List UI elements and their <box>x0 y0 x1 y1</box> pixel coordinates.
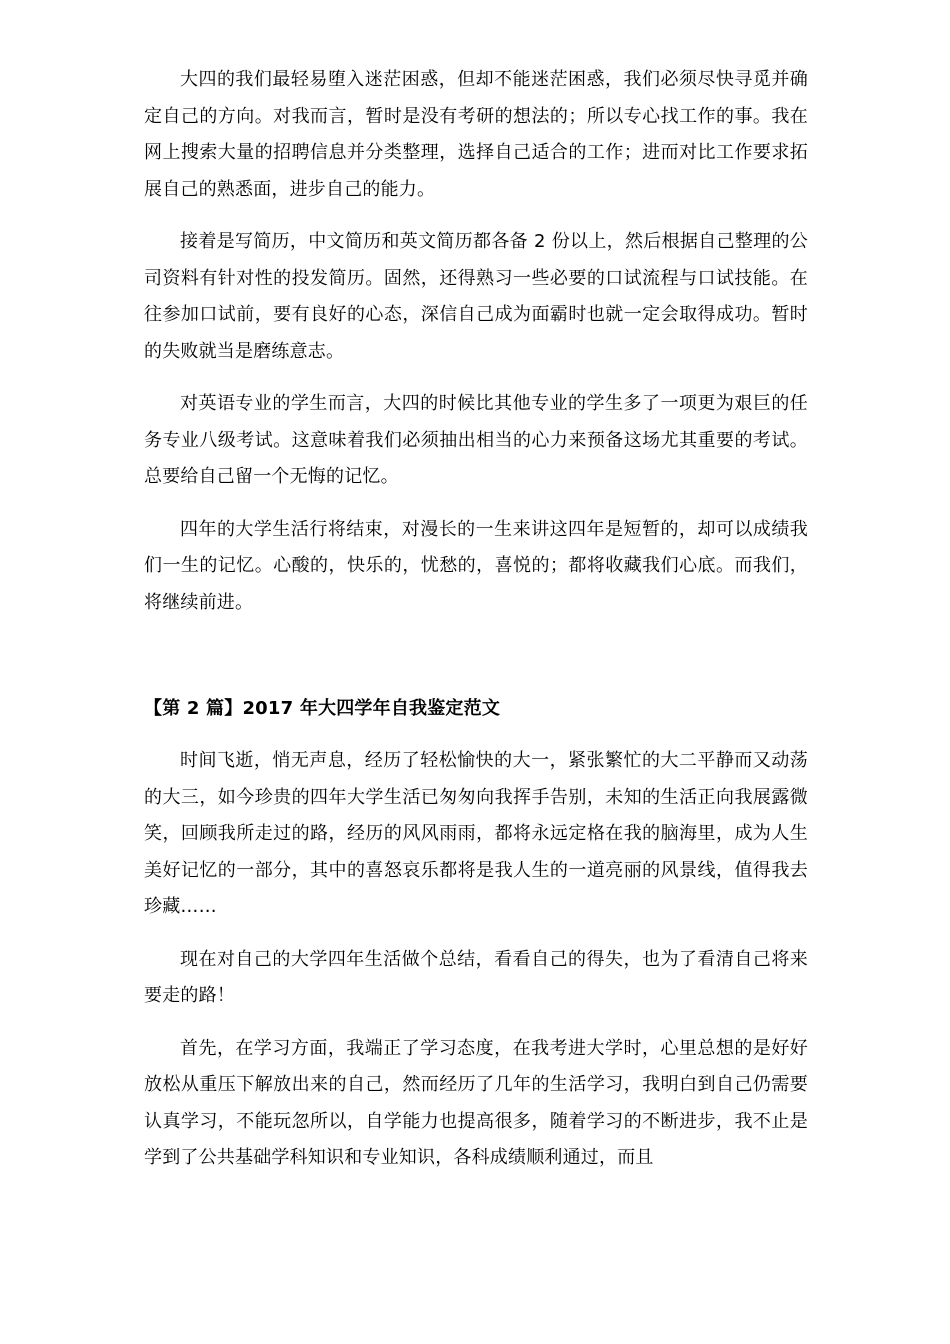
document-page <box>144 62 808 1177</box>
paragraph: 四年的大学生活行将结束，对漫长的一生来讲这四年是短暂的，却可以成绩我们一生的记忆。心酸的，快乐的，忧愁的，喜悦的；都将收藏我们心底。而我们，将继续前进。 <box>144 518 808 613</box>
section-heading: 【第 2 篇】2017 年大四学年自我鉴定范文 <box>144 698 501 719</box>
paragraph: 大四的我们最轻易堕入迷茫困惑，但却不能迷茫困惑，我们必须尽快寻觅并确定自己的方向。对我而言，暂时是没有考研的想法的；所以专心找工作的事。我在网上搜索大量的招聘信息并分类整理，选择自己适合的工作；进而对比工作要求拓展自己的熟悉面，进步自己的能力。 <box>144 69 808 200</box>
paragraph-gap <box>144 1015 808 1031</box>
paragraph: 时间飞逝，悄无声息，经历了轻松愉快的大一，紧张繁忙的大二平静而又动荡的大三，如今珍贵的四年大学生活已匆匆向我挥手告别，未知的生活正向我展露微笑，回顾我所走过的路，经历的风风雨雨，都将永远定格在我的脑海里，成为人生美好记忆的一部分，其中的喜怒哀乐都将是我人生的一道亮丽的风景线，值得我去珍藏…… <box>144 750 808 917</box>
paragraph-gap <box>144 727 808 743</box>
paragraph: 接着是写简历，中文简历和英文简历都各备 2 份以上，然后根据自己整理的公司资料有针对性的投发简历。固然，还得熟习一些必要的口试流程与口试技能。在往参加口试前，要有良好的心态，深信自己成为面霸时也就一定会取得成功。暂时的失败就当是磨练意志。 <box>144 231 808 362</box>
paragraph-gap <box>144 208 808 224</box>
paragraph: 首先，在学习方面，我端正了学习态度，在我考进大学时，心里总想的是好好放松从重压下解放出来的自己，然而经历了几年的生活学习，我明白到自己仍需要认真学习，不能玩忽所以，自学能力也提高很多，随着学习的不断进步，我不止是学到了公共基础学科知识和专业知识，各科成绩顺利通过，而且 <box>144 1037 808 1168</box>
paragraph-gap <box>144 926 808 942</box>
paragraph: 对英语专业的学生而言，大四的时候比其他专业的学生多了一项更为艰巨的任务专业八级考试。这意味着我们必须抽出相当的心力来预备这场尤其重要的考试。总要给自己留一个无悔的记忆。 <box>144 393 808 487</box>
paragraph: 现在对自己的大学四年生活做个总结，看看自己的得失，也为了看清自己将来要走的路！ <box>144 948 808 1006</box>
paragraph-gap <box>144 496 808 512</box>
section-gap <box>144 621 808 691</box>
paragraph-gap <box>144 370 808 386</box>
